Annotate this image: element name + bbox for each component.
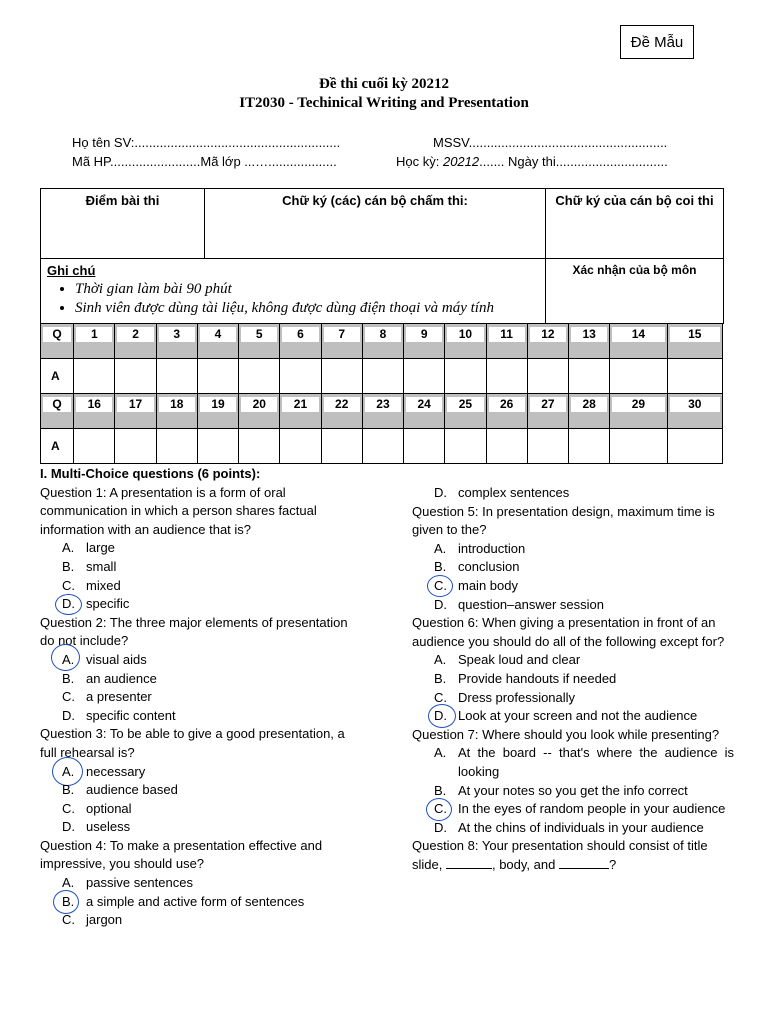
answer-circle bbox=[426, 798, 452, 821]
q-number: 9 bbox=[406, 327, 442, 342]
fill-blank[interactable] bbox=[559, 868, 609, 869]
answer-circle bbox=[53, 890, 79, 914]
course-code-text: Mã HP......................... bbox=[72, 154, 201, 169]
answer-cell[interactable] bbox=[74, 429, 115, 464]
q-number: 7 bbox=[324, 327, 360, 342]
option: B. At your notes so you get the info correct bbox=[434, 782, 688, 798]
semester-field bbox=[396, 154, 668, 169]
answer-cell[interactable] bbox=[197, 429, 238, 464]
answer-cell[interactable] bbox=[527, 429, 568, 464]
option: B. an audience bbox=[62, 670, 157, 686]
q-label: Q bbox=[43, 397, 71, 412]
option: D. At the chins of individuals in your audience bbox=[434, 819, 704, 835]
answer-row bbox=[41, 429, 723, 464]
answer-cell[interactable] bbox=[610, 429, 667, 464]
grading-table bbox=[40, 188, 724, 324]
notes-list bbox=[47, 280, 539, 318]
score-cell bbox=[41, 189, 205, 259]
q-number: 13 bbox=[571, 327, 607, 342]
proctor-signature-cell bbox=[546, 189, 724, 259]
q-number: 29 bbox=[612, 397, 664, 412]
q-number: 26 bbox=[489, 397, 525, 412]
question-2-text: Question 2: The three major elements of presentation do not include? bbox=[40, 614, 348, 649]
option: B. audience based bbox=[62, 782, 178, 798]
q-number-cell bbox=[239, 394, 280, 429]
q-number-cell bbox=[115, 394, 156, 429]
q-number: 14 bbox=[612, 327, 664, 342]
score-label: Điểm bài thi bbox=[85, 193, 160, 208]
answer-cell[interactable] bbox=[486, 359, 527, 394]
answer-cell[interactable] bbox=[569, 429, 610, 464]
student-name-field: Họ tên SV:......................................................... bbox=[72, 135, 341, 150]
semester-label: Học kỳ: bbox=[396, 154, 443, 169]
option: C. optional bbox=[62, 800, 132, 816]
q-number: 2 bbox=[117, 327, 153, 342]
a-label-cell bbox=[41, 359, 74, 394]
q-number-cell bbox=[569, 394, 610, 429]
answer-cell[interactable] bbox=[156, 359, 197, 394]
answer-cell[interactable] bbox=[156, 429, 197, 464]
question-7-text: Question 7: Where should you look while presenting? bbox=[412, 726, 720, 742]
option: A. large bbox=[62, 540, 115, 556]
q-label: Q bbox=[43, 327, 71, 342]
option-selected: D. Look at your screen and not the audience bbox=[412, 707, 734, 726]
right-question-column bbox=[412, 484, 734, 874]
option-selected: A. visual aids bbox=[40, 651, 360, 670]
option: A. Speak loud and clear bbox=[434, 652, 581, 668]
answer-circle bbox=[55, 594, 82, 615]
answer-cell[interactable] bbox=[239, 429, 280, 464]
option-selected: D. specific bbox=[40, 595, 360, 614]
q-number-cell bbox=[115, 324, 156, 359]
question-3-text: Question 3: To be able to give a good presentation, a full rehearsal is? bbox=[40, 726, 345, 760]
q-number-cell bbox=[404, 324, 445, 359]
option: D. complex sentences bbox=[434, 485, 570, 500]
answer-circle bbox=[427, 575, 453, 597]
answer-cell[interactable] bbox=[321, 359, 362, 394]
question-number-row bbox=[41, 324, 723, 359]
option: A. introduction bbox=[434, 540, 526, 556]
sample-exam-badge: Đề Mẫu bbox=[620, 25, 694, 59]
q-number: 30 bbox=[670, 397, 720, 412]
q-number-cell bbox=[197, 324, 238, 359]
option: D. useless bbox=[62, 819, 131, 835]
answer-cell[interactable] bbox=[362, 429, 403, 464]
q-number-cell bbox=[280, 324, 321, 359]
notes-cell bbox=[41, 259, 546, 324]
department-label: Xác nhận của bộ môn bbox=[572, 263, 697, 277]
semester-value: 20212 bbox=[442, 154, 480, 169]
answer-cell[interactable] bbox=[74, 359, 115, 394]
question-number-row bbox=[41, 394, 723, 429]
question-5-text: Question 5: In presentation design, maximum time is given to the? bbox=[412, 503, 715, 538]
department-cell bbox=[546, 259, 724, 324]
option: A. passive sentences bbox=[62, 875, 193, 891]
q-number: 15 bbox=[670, 327, 720, 342]
answer-cell[interactable] bbox=[667, 429, 722, 464]
q-number: 11 bbox=[489, 327, 525, 342]
answer-cell[interactable] bbox=[667, 359, 722, 394]
left-question-column bbox=[40, 465, 360, 930]
q-number-cell bbox=[667, 394, 722, 429]
option: B. conclusion bbox=[434, 559, 520, 575]
q-number-cell bbox=[610, 324, 667, 359]
option: C. Dress professionally bbox=[434, 689, 576, 705]
notes-label: Ghi chú bbox=[47, 263, 96, 278]
option-selected: A. necessary bbox=[40, 763, 360, 782]
q-number-cell bbox=[362, 394, 403, 429]
q-number: 1 bbox=[76, 327, 112, 342]
a-label-cell bbox=[41, 429, 74, 464]
answer-cell[interactable] bbox=[445, 429, 486, 464]
q-number: 17 bbox=[117, 397, 153, 412]
option: C. mixed bbox=[62, 577, 121, 593]
q-number: 6 bbox=[282, 327, 318, 342]
answer-cell[interactable] bbox=[610, 359, 667, 394]
option: C. jargon bbox=[62, 912, 123, 928]
q-number-cell bbox=[74, 394, 115, 429]
answer-cell[interactable] bbox=[404, 359, 445, 394]
proctor-label: Chữ ký của cán bộ coi thi bbox=[555, 193, 714, 208]
question-4-text: Question 4: To make a presentation effective and impressive, you should use? bbox=[40, 837, 323, 872]
q-number: 27 bbox=[530, 397, 566, 412]
q-number: 18 bbox=[159, 397, 195, 412]
q-number-cell bbox=[527, 324, 568, 359]
q-number-cell bbox=[569, 324, 610, 359]
question-6-text: Question 6: When giving a presentation in front of an audience you should do all of the following except for? bbox=[412, 615, 725, 649]
q-number-cell bbox=[610, 394, 667, 429]
student-id-field: MSSV....................................................... bbox=[433, 135, 668, 150]
question-8-text: Question 8: Your presentation should consist of title slide, , body, and ? bbox=[412, 838, 708, 872]
q-number-cell bbox=[156, 324, 197, 359]
option-selected: C. main body bbox=[412, 577, 734, 596]
q-number-cell bbox=[445, 394, 486, 429]
q-number: 16 bbox=[76, 397, 112, 412]
grader-signature-cell bbox=[205, 189, 546, 259]
q-number-cell bbox=[667, 324, 722, 359]
exam-date-text: ....... Ngày thi............................... bbox=[479, 154, 668, 169]
answer-cell[interactable] bbox=[527, 359, 568, 394]
answer-cell[interactable] bbox=[445, 359, 486, 394]
note-item: • Sinh viên được dùng tài liệu, không được dùng điện thoại và máy tính bbox=[75, 299, 539, 318]
q-number: 19 bbox=[200, 397, 236, 412]
option: D. question–answer session bbox=[434, 596, 604, 612]
q-number: 20 bbox=[241, 397, 277, 412]
answer-cell[interactable] bbox=[569, 359, 610, 394]
q-number-cell bbox=[486, 324, 527, 359]
course-title: IT2030 - Techinical Writing and Presentation bbox=[239, 95, 529, 111]
q-number: 5 bbox=[241, 327, 277, 342]
exam-title: Đề thi cuối kỳ 20212 bbox=[318, 76, 449, 92]
q-number: 24 bbox=[406, 397, 442, 412]
q-number-cell bbox=[156, 394, 197, 429]
q-number: 22 bbox=[324, 397, 360, 412]
answer-cell[interactable] bbox=[239, 359, 280, 394]
q-number-cell bbox=[321, 324, 362, 359]
option: D. specific content bbox=[62, 707, 176, 723]
q-number-cell bbox=[362, 324, 403, 359]
q-number-cell bbox=[527, 394, 568, 429]
course-code-field bbox=[72, 154, 337, 169]
answer-cell[interactable] bbox=[321, 429, 362, 464]
q-number: 8 bbox=[365, 327, 401, 342]
q-label-cell bbox=[41, 324, 74, 359]
q-number-cell bbox=[197, 394, 238, 429]
answer-cell[interactable] bbox=[362, 359, 403, 394]
q-number-cell bbox=[445, 324, 486, 359]
q-number: 12 bbox=[530, 327, 566, 342]
a-label: A bbox=[51, 369, 60, 383]
answer-cell[interactable] bbox=[280, 429, 321, 464]
option: C. a presenter bbox=[62, 689, 152, 705]
answer-circle bbox=[428, 704, 456, 728]
option: B. Provide handouts if needed bbox=[434, 670, 617, 686]
answer-cell[interactable] bbox=[197, 359, 238, 394]
answer-cell[interactable] bbox=[486, 429, 527, 464]
answer-cell[interactable] bbox=[280, 359, 321, 394]
q-number: 28 bbox=[571, 397, 607, 412]
q-number: 4 bbox=[200, 327, 236, 342]
section-title: I. Multi-Choice questions (6 points): bbox=[40, 466, 261, 481]
question-1-text: Question 1: A presentation is a form of oral communication in which a person shares factual information with an audience that is? bbox=[40, 484, 317, 537]
answer-cell[interactable] bbox=[115, 429, 156, 464]
option: B. small bbox=[62, 558, 117, 574]
q-number-cell bbox=[321, 394, 362, 429]
answer-cell[interactable] bbox=[404, 429, 445, 464]
option: A. At the board -- that's where the audience is looking bbox=[434, 745, 734, 779]
q-number: 21 bbox=[282, 397, 318, 412]
fill-blank[interactable] bbox=[446, 868, 492, 869]
a-label: A bbox=[51, 439, 60, 453]
option-selected: B. a simple and active form of sentences bbox=[40, 893, 360, 912]
q-label-cell bbox=[41, 394, 74, 429]
q-number-cell bbox=[404, 394, 445, 429]
answer-circle bbox=[51, 644, 80, 671]
option-selected: C. In the eyes of random people in your audience bbox=[412, 800, 734, 819]
note-item: • Thời gian làm bài 90 phút bbox=[75, 280, 539, 299]
q-number-cell bbox=[486, 394, 527, 429]
answer-grid bbox=[40, 323, 723, 464]
q-number: 3 bbox=[159, 327, 195, 342]
grader-label: Chữ ký (các) cán bộ chấm thi: bbox=[282, 193, 468, 208]
class-code-text: Mã lớp ...…................... bbox=[200, 154, 337, 169]
q-number-cell bbox=[239, 324, 280, 359]
q-number-cell bbox=[74, 324, 115, 359]
answer-row bbox=[41, 359, 723, 394]
answer-cell[interactable] bbox=[115, 359, 156, 394]
q-number: 10 bbox=[447, 327, 483, 342]
q-number-cell bbox=[280, 394, 321, 429]
q-number: 25 bbox=[447, 397, 483, 412]
q-number: 23 bbox=[365, 397, 401, 412]
